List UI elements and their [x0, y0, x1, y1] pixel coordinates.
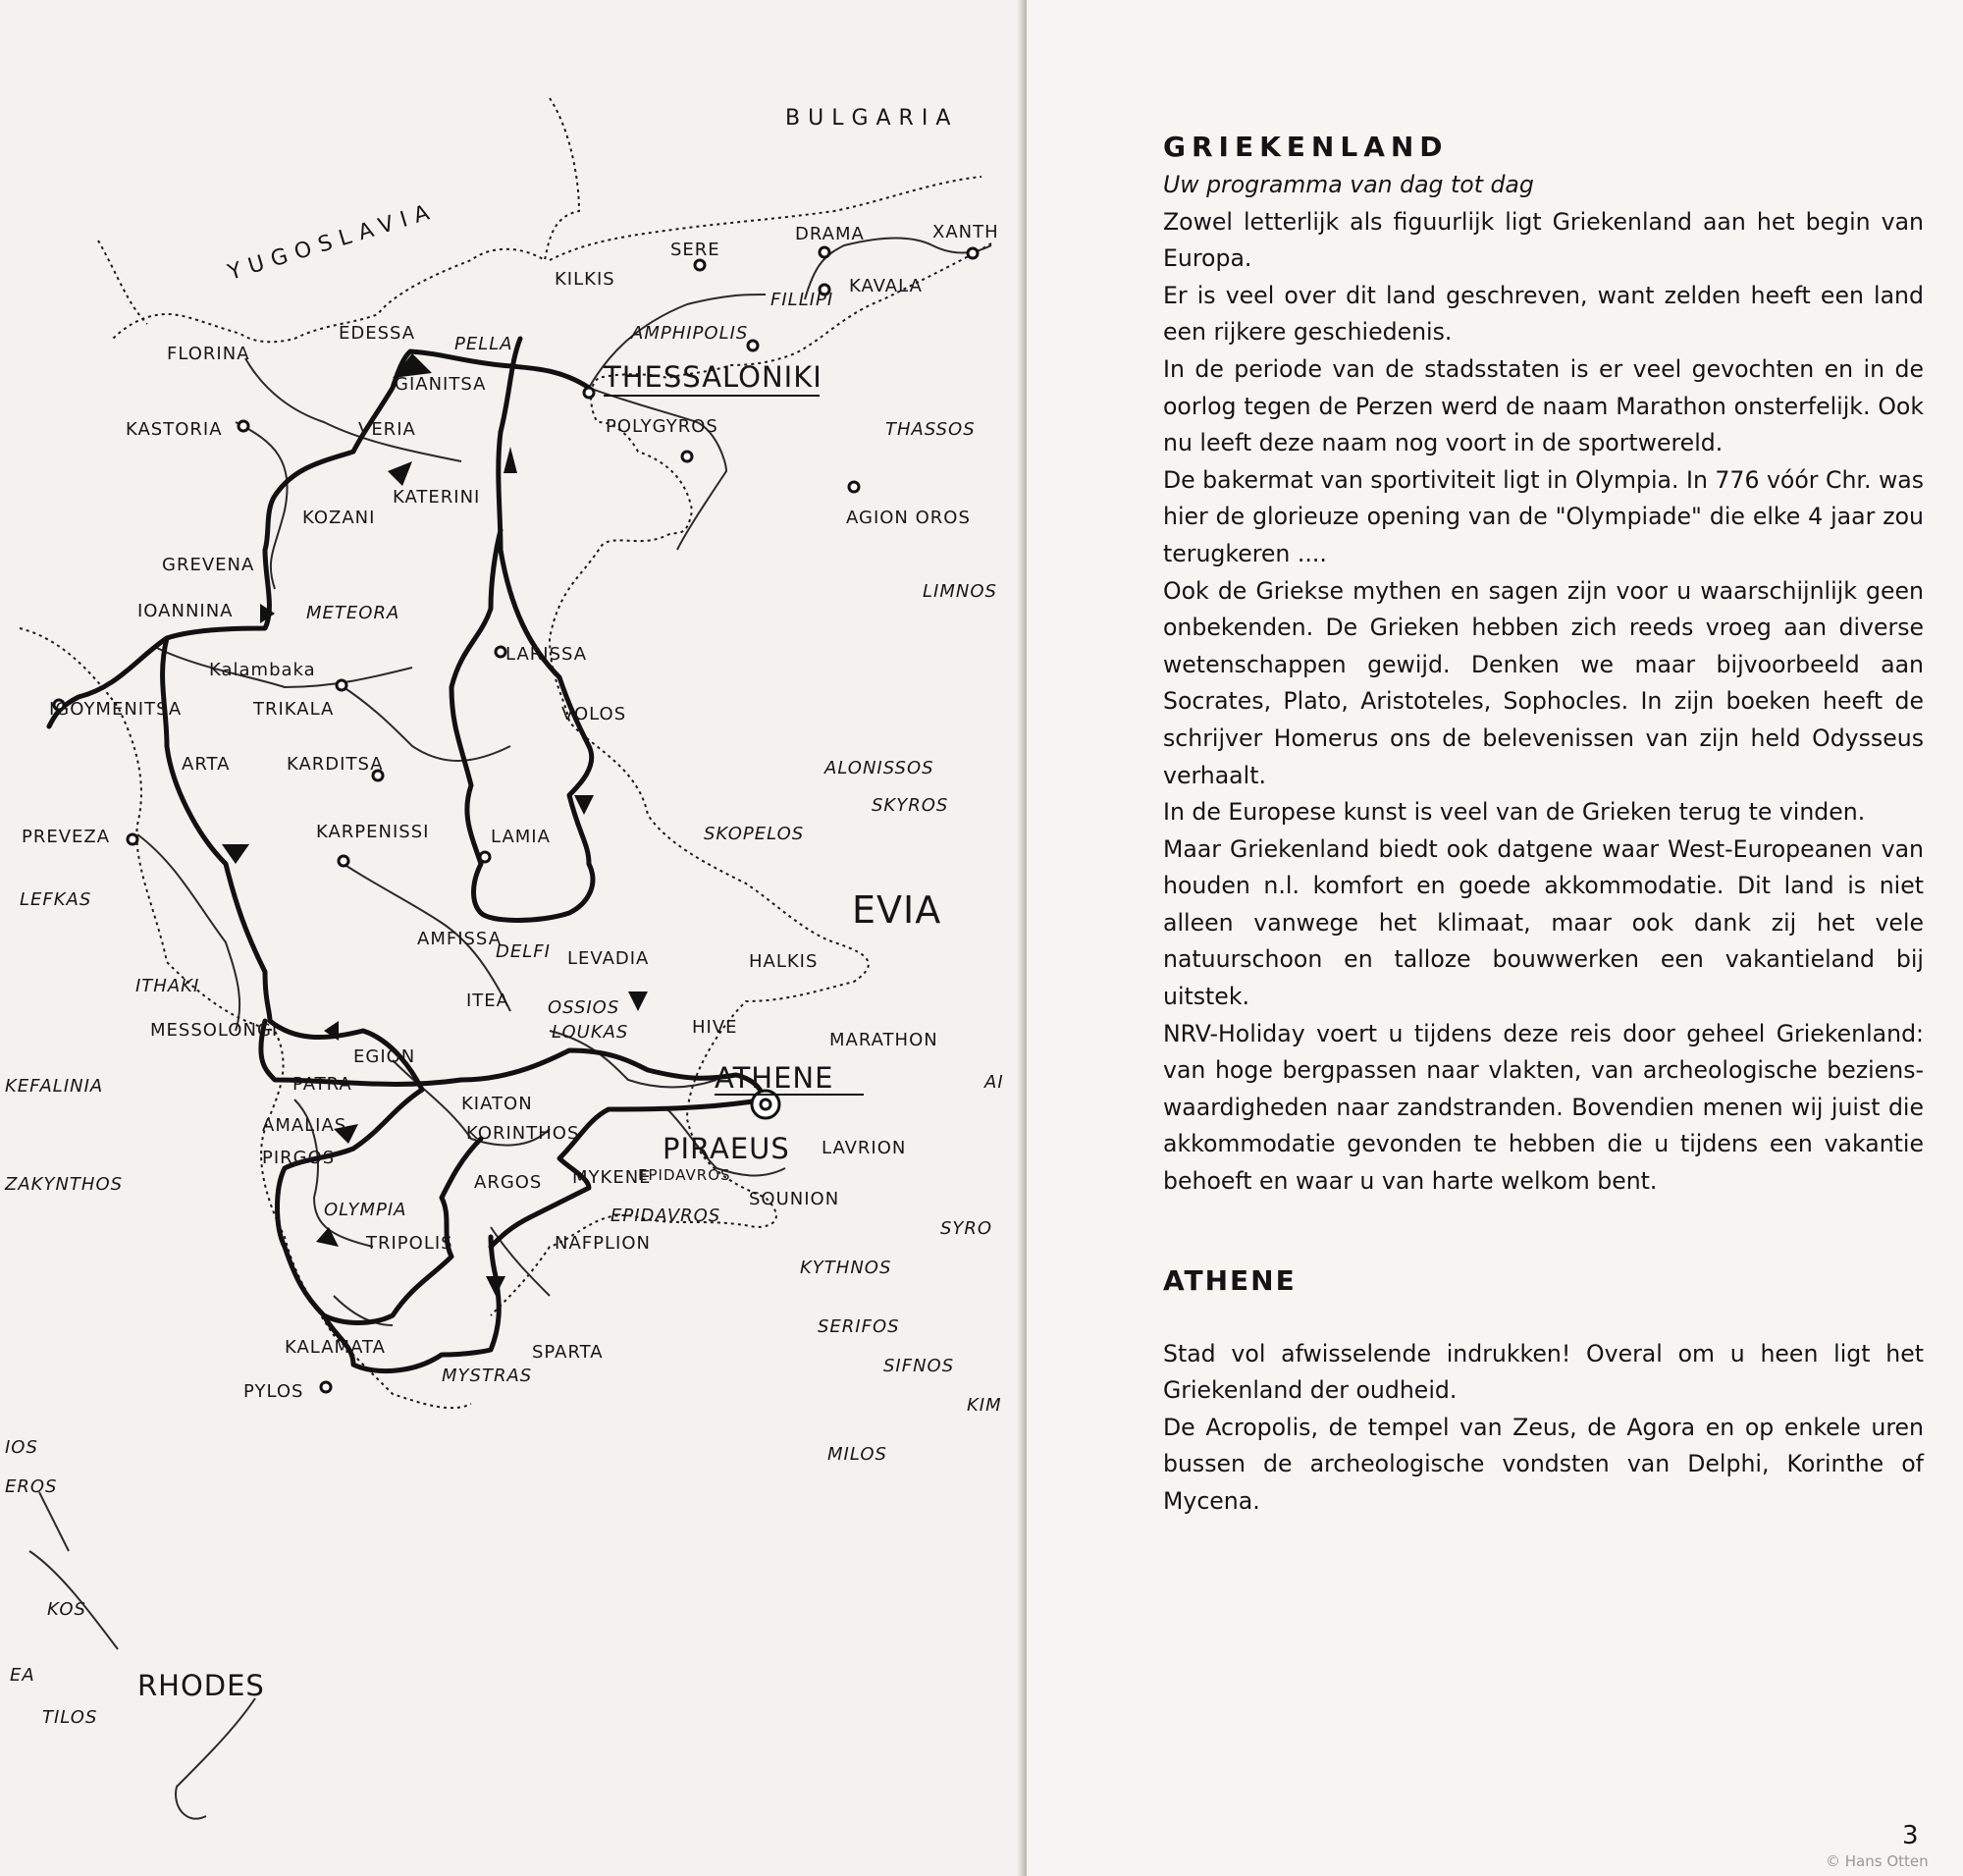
- label-katerini: KATERINI: [393, 487, 481, 508]
- label-fillipi: FILLIPI: [770, 290, 834, 310]
- label-marathon: MARATHON: [829, 1030, 938, 1050]
- label-karpenissi: KARPENISSI: [316, 822, 430, 842]
- label-pella: PELLA: [454, 334, 513, 354]
- label-tripolis: TRIPOLIS: [366, 1233, 453, 1254]
- label-loukas: LOUKAS: [552, 1022, 629, 1043]
- town-dot: [337, 680, 346, 690]
- label-drama: DRAMA: [795, 224, 865, 244]
- label-limnos: LIMNOS: [923, 581, 997, 602]
- label-sifnos: SIFNOS: [883, 1356, 955, 1376]
- label-kefalinia: KEFALINIA: [5, 1076, 104, 1097]
- article-paragraph: NRV-Holiday voert u tijdens deze reis door geheel Griekenland: van hoge bergpassen naar vlakten, van archeologische bezienswaardigheden naar zandstranden. Bovendien menen wij juist die akkommodatie gevonden te hebben die u tijdens een vakantie behoeft en waar u van harte welkom bent.: [1163, 1019, 1924, 1196]
- label-kalambaka: Kalambaka: [209, 660, 316, 680]
- label-agion-oros: AGION OROS: [846, 508, 971, 528]
- label-bulgaria: BULGARIA: [785, 106, 959, 131]
- road: [589, 388, 726, 550]
- label-piraeus: PIRAEUS: [663, 1132, 790, 1165]
- label-thive: HIVE: [692, 1017, 738, 1038]
- label-korinthos: KORINTHOS: [466, 1123, 580, 1144]
- article-paragraph: De bakermat van sportiviteit ligt in Olympia. In 776 vóór Chr. was hier de glorieuze opening van de "Olympiade" die elke 4 jaar zou terugkeren ....: [1163, 465, 1924, 567]
- label-kavala: KAVALA: [849, 276, 923, 296]
- label-arta: ARTA: [182, 754, 231, 775]
- label-edessa: EDESSA: [339, 323, 416, 344]
- town-dot: [820, 247, 829, 257]
- label-kozani: KOZANI: [302, 508, 376, 528]
- label-mystras: MYSTRAS: [442, 1366, 533, 1386]
- section-heading-athene: ATHENE: [1163, 1263, 1297, 1297]
- article-paragraph: Er is veel over dit land geschreven, want zelden heeft een land een rijkere geschiedenis.: [1163, 281, 1924, 347]
- label-amfissa: AMFISSA: [417, 929, 503, 949]
- label-milos: MILOS: [827, 1444, 887, 1465]
- label-thassos: THASSOS: [885, 419, 976, 440]
- article-body: [1163, 204, 1924, 1201]
- label-sere: SERE: [670, 240, 720, 260]
- label-tilos: TILOS: [42, 1707, 98, 1728]
- town-dot: [968, 248, 978, 258]
- article-paragraph: Maar Griekenland biedt ook datgene waar West-Europeanen van houden n.l. komfort en goede akkommodatie. Dit land is niet alleen vanwege het klimaat, maar ook dank zij het vele natuurschoon en talloze bouwwerken een vakantieland bij uitstek.: [1163, 834, 1924, 1011]
- label-levadia: LEVADIA: [567, 948, 650, 969]
- article-paragraph: De Acropolis, de tempel van Zeus, de Agora en op enkele uren bussen de archeologische vondsten van Delphi, Korinthe of Mycena.: [1163, 1413, 1924, 1515]
- label-evia: EVIA: [852, 888, 942, 932]
- town-dot: [128, 834, 137, 844]
- label-ossios: OSSIOS: [548, 997, 620, 1018]
- copyright-notice: © Hans Otten: [1826, 1852, 1929, 1870]
- route-arrow: [486, 1276, 505, 1296]
- article-paragraph: In de periode van de stadsstaten is er veel gevochten en in de oorlog tegen de Perzen werd de naam Marathon onsterfelijk. Ook nu leeft deze naam nog voort in de sportwereld.: [1163, 354, 1924, 457]
- label-athene: ATHENE: [715, 1061, 834, 1095]
- athene-body: [1163, 1336, 1924, 1521]
- label-sparta: SPARTA: [532, 1342, 604, 1363]
- label-ios: IOS: [5, 1437, 38, 1458]
- label-veria: VERIA: [358, 419, 416, 440]
- border-line: [113, 98, 579, 342]
- label-yugoslavia: YUGOSLAVIA: [225, 198, 440, 286]
- label-polygyros: POLYGYROS: [606, 416, 718, 437]
- label-xanthi: XANTH: [932, 222, 999, 242]
- label-kilkis: KILKIS: [555, 269, 615, 290]
- label-lamia: LAMIA: [491, 827, 551, 847]
- article-subtitle: Uw programma van dag tot dag: [1163, 171, 1534, 198]
- label-epidavros: EPIDAVROS: [610, 1206, 721, 1226]
- label-messolongi: MESSOLONGI: [150, 1020, 279, 1041]
- town-dot: [761, 1099, 770, 1109]
- label-patra: PATRA: [292, 1074, 352, 1095]
- label-thessaloniki: THESSALONIKI: [604, 360, 822, 394]
- label-paros: EROS: [5, 1476, 58, 1497]
- town-dot: [748, 341, 758, 350]
- road: [39, 1492, 69, 1551]
- road: [344, 687, 510, 761]
- label-pylos: PYLOS: [243, 1381, 304, 1402]
- label-rhodes: RHODES: [137, 1669, 265, 1702]
- label-mykene: MYKENE: [572, 1167, 652, 1188]
- town-dot: [339, 856, 348, 866]
- label-preveza: PREVEZA: [22, 827, 111, 847]
- label-pirgos: PIRGOS: [262, 1148, 336, 1168]
- label-argos: ARGOS: [474, 1172, 543, 1193]
- town-dot: [239, 421, 248, 431]
- label-kos: KOS: [47, 1599, 86, 1620]
- route-arrow: [388, 461, 412, 486]
- label-skyros: SKYROS: [872, 795, 949, 816]
- town-dot: [480, 852, 490, 862]
- label-trikala: TRIKALA: [253, 699, 335, 720]
- label-nafplion: NAFPLION: [555, 1233, 651, 1254]
- label-amphipolis: AMPHIPOLIS: [631, 323, 749, 344]
- article-heading: GRIEKENLAND: [1163, 131, 1449, 163]
- label-ithaki: ITHAKI: [135, 976, 200, 996]
- label-delfi: DELFI: [496, 941, 551, 962]
- label-zakynthos: ZAKYNTHOS: [5, 1174, 124, 1195]
- article: [1163, 128, 1924, 1521]
- border-line: [98, 241, 147, 324]
- label-epidavros-town: EPIDAVROS: [638, 1166, 731, 1184]
- label-halkis: HALKIS: [749, 951, 819, 972]
- route-arrow: [574, 795, 594, 815]
- town-dot: [695, 260, 705, 270]
- label-lefkas: LEFKAS: [20, 889, 92, 910]
- label-skopelos: SKOPELOS: [704, 824, 805, 844]
- route-arrow: [316, 1227, 339, 1247]
- label-kastoria: KASTORIA: [126, 419, 223, 440]
- label-egion: EGION: [353, 1046, 416, 1067]
- label-serifos: SERIFOS: [818, 1316, 900, 1337]
- label-grevena: GREVENA: [162, 555, 255, 575]
- label-kim: KIM: [967, 1395, 1002, 1416]
- label-ea: EA: [10, 1665, 35, 1686]
- label-gianitsa: GIANITSA: [395, 374, 487, 395]
- town-dot: [321, 1382, 331, 1392]
- border-line: [550, 177, 982, 260]
- label-amalias: AMALIAS: [262, 1115, 347, 1136]
- article-paragraph: In de Europese kunst is veel van de Grieken terug te vinden.: [1163, 798, 1866, 827]
- label-volos: VOLOS: [561, 704, 627, 724]
- label-kalamata: KALAMATA: [285, 1337, 386, 1358]
- article-paragraph: Stad vol afwisselende indrukken! Overal om u heen ligt het Griekenland der oudheid.: [1163, 1339, 1924, 1405]
- label-olympia: OLYMPIA: [324, 1200, 407, 1220]
- label-syros: SYRO: [940, 1218, 993, 1239]
- coastline: [20, 628, 471, 1408]
- label-sounion: SOUNION: [749, 1189, 840, 1209]
- label-kiaton: KIATON: [461, 1094, 533, 1114]
- label-igoymenitsa: IGOYMENITSA: [49, 699, 183, 720]
- article-paragraph: Zowel letterlijk als figuurlijk ligt Griekenland aan het begin van Europa.: [1163, 207, 1924, 273]
- route-arrow: [628, 992, 648, 1011]
- label-ioannina: IOANNINA: [137, 601, 234, 621]
- label-ai: AI: [984, 1072, 1004, 1093]
- label-kythnos: KYTHNOS: [800, 1258, 892, 1278]
- label-larissa: LARISSA: [505, 644, 588, 665]
- route-arrow: [504, 447, 517, 473]
- label-itea: ITEA: [466, 991, 509, 1011]
- article-paragraph: Ook de Griekse mythen en sagen zijn voor u waarschijnlijk geen onbekenden. De Grieken hebben zich reeds vroeg aan diverse wetenschappen gewijd. Denken we maar bijvoorbeeld aan Socrates, Plato, Aristoteles, Sophocles. In zijn boeken heeft de schrijver Homerus ons de belevenissen van zijn held Odysseus verhaalt.: [1163, 576, 1924, 789]
- town-dot: [682, 452, 692, 461]
- label-alonissos: ALONISSOS: [824, 758, 934, 778]
- label-florina: FLORINA: [167, 344, 250, 364]
- label-lavrion: LAVRION: [822, 1138, 907, 1158]
- label-meteora: METEORA: [306, 603, 400, 623]
- town-dot: [496, 647, 505, 657]
- page-number: 3: [1902, 1821, 1919, 1850]
- town-dot: [849, 482, 859, 492]
- road: [176, 1698, 255, 1819]
- label-karditsa: KARDITSA: [287, 754, 384, 775]
- town-dot: [584, 388, 594, 398]
